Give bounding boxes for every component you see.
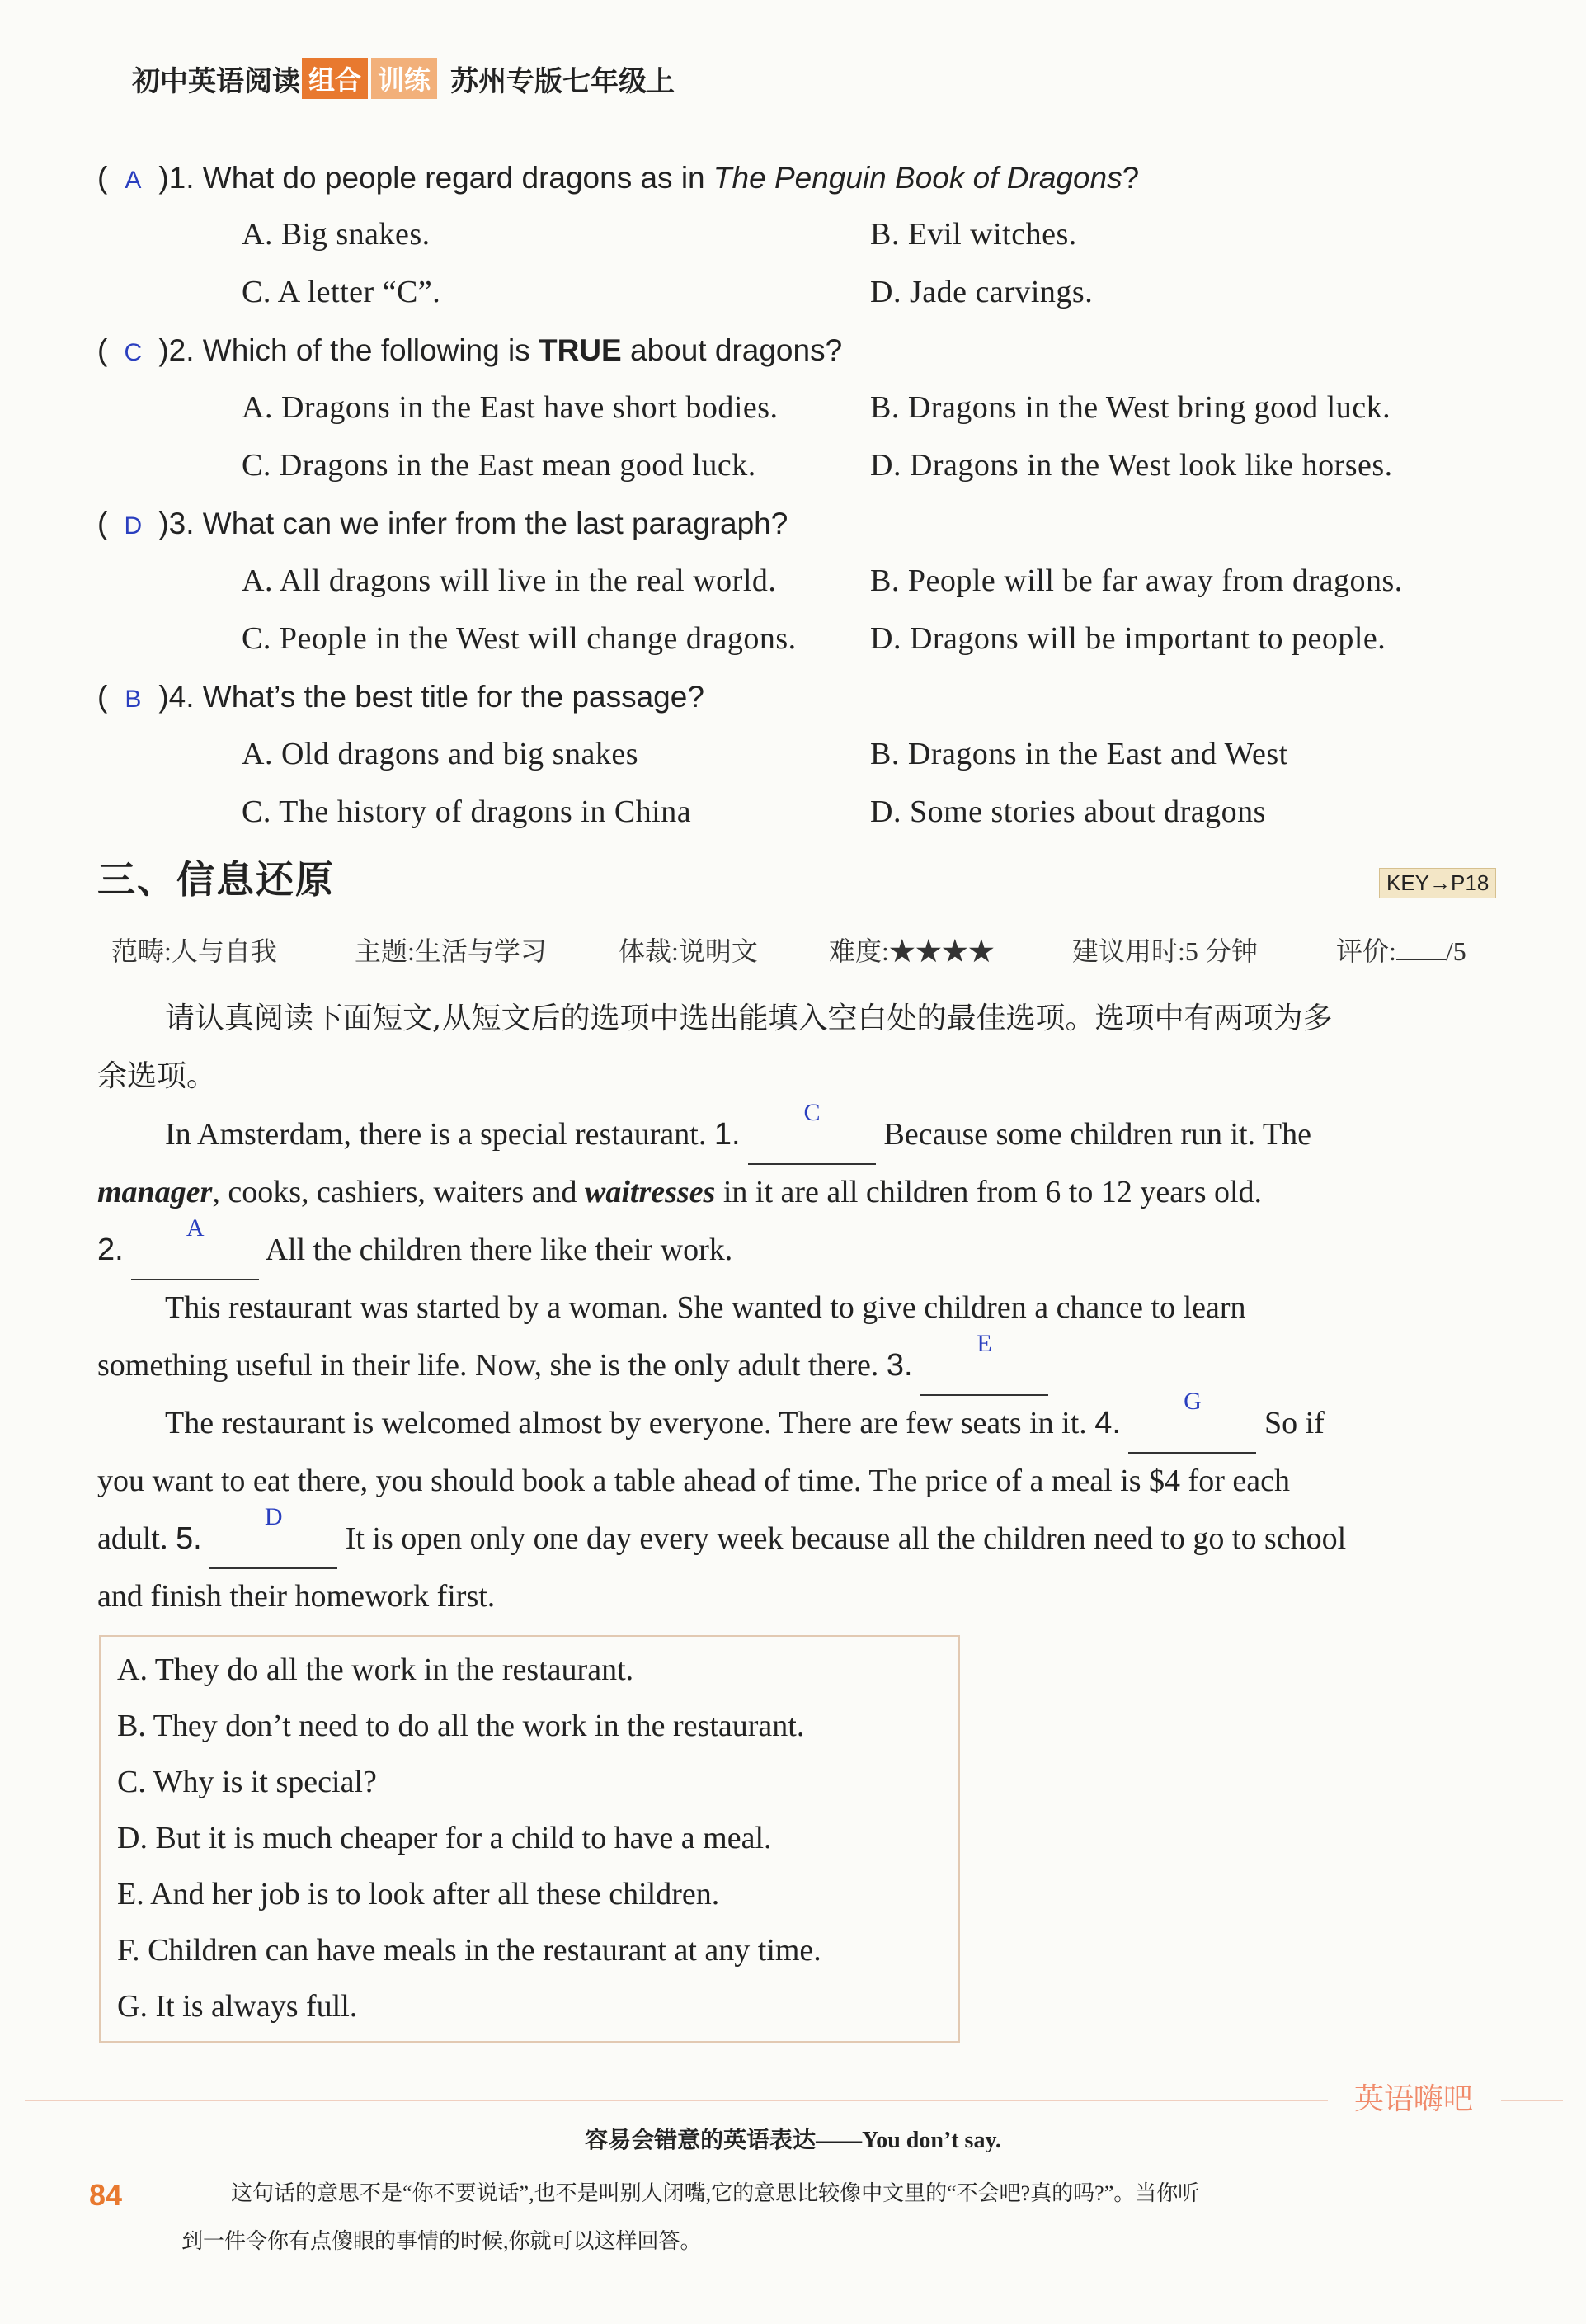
meta-category: 范畴:人与自我 xyxy=(111,936,277,966)
question-number: 4. xyxy=(168,680,195,714)
instructions-line-1: 请认真阅读下面短文,从短文后的选项中选出能填入空白处的最佳选项。选项中有两项为多 xyxy=(165,1002,1333,1035)
passage-line-6: The restaurant is welcomed almost by everyone. There are few seats in it. 4. G So if xyxy=(165,1394,1325,1454)
blank-1-answer: C xyxy=(803,1099,821,1126)
meta-time: 建议用时:5 分钟 xyxy=(1072,936,1258,966)
passage-line-1: In Amsterdam, there is a special restaurant. 1. C Because some children run it. The xyxy=(165,1105,1311,1165)
options-box xyxy=(99,1635,960,2043)
option-d: D. But it is much cheaper for a child to have a meal. xyxy=(117,1821,772,1855)
passage-line-4: This restaurant was started by a woman. She wanted to give children a chance to learn xyxy=(165,1290,1246,1325)
option-1b: B. Evil witches. xyxy=(870,217,1077,252)
question-number: 3. xyxy=(168,507,195,540)
meta-genre: 体裁:说明文 xyxy=(619,936,758,966)
meta-theme: 主题:生活与学习 xyxy=(355,936,547,966)
question-4: ( B )4. What’s the best title for the passage? xyxy=(97,680,704,714)
blank-2 xyxy=(131,1214,259,1280)
header-tag-combo: 组合 xyxy=(302,58,368,99)
option-c: C. Why is it special? xyxy=(117,1765,377,1799)
answer-key-ref: KEY→P18 xyxy=(1379,868,1496,898)
blank-number-5: 5. xyxy=(175,1521,202,1556)
page-number: 84 xyxy=(89,2178,123,2212)
answer-mark: B xyxy=(125,686,142,713)
header-title-right: 苏州专版七年级上 xyxy=(450,65,675,97)
blank-1 xyxy=(748,1099,876,1165)
blank-2-answer: A xyxy=(186,1214,205,1242)
paren-open: ( xyxy=(97,161,108,195)
option-3c: C. People in the West will change dragons. xyxy=(242,621,797,656)
option-1c: C. A letter “C”. xyxy=(242,275,441,309)
footer-title: 容易会错意的英语表达——You don’t say. xyxy=(585,2128,1001,2153)
option-1a: A. Big snakes. xyxy=(242,217,431,252)
header-tag-training: 训练 xyxy=(371,58,437,99)
blank-number-2: 2. xyxy=(97,1233,124,1267)
blank-5 xyxy=(209,1503,337,1569)
page-header xyxy=(132,58,675,99)
option-a: A. They do all the work in the restaurant. xyxy=(117,1652,634,1687)
footer-body-line-2: 到一件令你有点傻眼的事情的时候,你就可以这样回答。 xyxy=(181,2229,702,2253)
footer-body-line-1: 这句话的意思不是“你不要说话”,也不是叫别人闭嘴,它的意思比较像中文里的“不会吧?真的吗?”。当你听 xyxy=(231,2181,1200,2205)
question-1 xyxy=(97,161,1139,196)
blank-number-1: 1. xyxy=(713,1117,741,1152)
option-4c: C. The history of dragons in China xyxy=(242,794,692,829)
question-number: 1. xyxy=(168,161,195,195)
paren-close: ) xyxy=(158,161,169,195)
question-stem: What do people regard dragons as in The Penguin Book of Dragons? xyxy=(202,161,1140,195)
meta-rating: 评价: /5 xyxy=(1336,936,1466,966)
header-title-left: 初中英语阅读 xyxy=(132,65,300,97)
question-stem: Which of the following is TRUE about dragons? xyxy=(202,333,843,367)
blank-number-4: 4. xyxy=(1094,1406,1121,1440)
option-b: B. They don’t need to do all the work in the restaurant. xyxy=(117,1709,805,1743)
question-2: ( C )2. Which of the following is TRUE about dragons? xyxy=(97,333,843,367)
passage-line-3: 2. A All the children there like their work. xyxy=(97,1221,732,1280)
option-e: E. And her job is to look after all these children. xyxy=(117,1877,720,1912)
option-g: G. It is always full. xyxy=(117,1989,358,2024)
instructions-line-2: 余选项。 xyxy=(97,1059,217,1093)
option-4d: D. Some stories about dragons xyxy=(870,794,1266,829)
option-3b: B. People will be far away from dragons. xyxy=(870,563,1403,598)
footer-divider xyxy=(25,2100,1328,2101)
option-4a: A. Old dragons and big snakes xyxy=(242,737,638,771)
section-title: 三、信息还原 xyxy=(97,857,335,902)
question-stem: What’s the best title for the passage? xyxy=(202,680,704,714)
option-2d: D. Dragons in the West look like horses. xyxy=(870,448,1393,483)
question-stem: What can we infer from the last paragraph? xyxy=(202,507,788,540)
option-1d: D. Jade carvings. xyxy=(870,275,1094,309)
passage-line-7: you want to eat there, you should book a table ahead of time. The price of a meal is $4 for each xyxy=(97,1464,1290,1498)
blank-5-answer: D xyxy=(264,1503,283,1530)
answer-mark: A xyxy=(125,167,142,194)
blank-4-answer: G xyxy=(1184,1388,1202,1415)
question-3: ( D )3. What can we infer from the last paragraph? xyxy=(97,507,788,540)
passage-line-5: something useful in their life. Now, she is the only adult there. 3. E xyxy=(97,1336,1048,1396)
option-f: F. Children can have meals in the restaurant at any time. xyxy=(117,1933,821,1968)
option-4b: B. Dragons in the East and West xyxy=(870,737,1288,771)
blank-3 xyxy=(920,1330,1048,1396)
passage-line-2: manager, cooks, cashiers, waiters and waitresses in it are all children from 6 to 12 years old. xyxy=(97,1175,1263,1209)
option-2a: A. Dragons in the East have short bodies. xyxy=(242,390,779,425)
option-2b: B. Dragons in the West bring good luck. xyxy=(870,390,1391,425)
blank-number-3: 3. xyxy=(886,1348,913,1383)
meta-difficulty: 难度:★★★★ xyxy=(829,936,995,966)
answer-mark: C xyxy=(124,339,143,366)
footer-body xyxy=(181,2170,1435,2265)
footer-divider-right xyxy=(1501,2100,1563,2101)
passage-line-8: adult. 5. D It is open only one day every week because all the children need to go to school xyxy=(97,1510,1346,1569)
answer-mark: D xyxy=(124,512,143,540)
blank-3-answer: E xyxy=(977,1330,992,1357)
footer-brand: 英语嗨吧 xyxy=(1354,2081,1474,2115)
blank-4 xyxy=(1128,1388,1256,1454)
option-2c: C. Dragons in the East mean good luck. xyxy=(242,448,756,483)
question-number: 2. xyxy=(168,333,195,367)
passage-line-9: and finish their homework first. xyxy=(97,1579,496,1614)
option-3a: A. All dragons will live in the real world. xyxy=(242,563,777,598)
option-3d: D. Dragons will be important to people. xyxy=(870,621,1386,656)
